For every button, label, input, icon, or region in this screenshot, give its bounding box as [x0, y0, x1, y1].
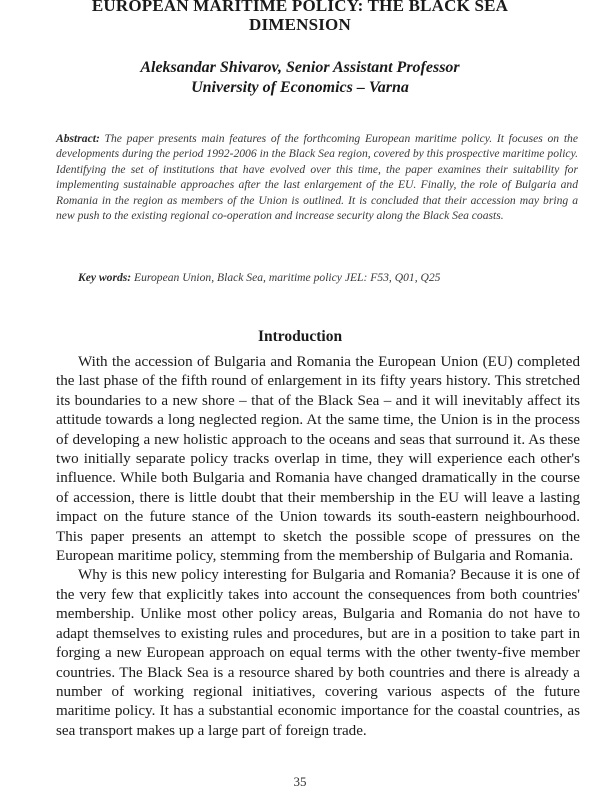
- keywords-label: Key words:: [78, 271, 132, 284]
- keywords-text: European Union, Black Sea, maritime policy JEL: F53, Q01, Q25: [131, 271, 441, 284]
- abstract: [56, 131, 578, 223]
- paper-title-line-2: DIMENSION: [249, 15, 351, 34]
- paper-title-line-1: EUROPEAN MARITIME POLICY: THE BLACK SEA: [91, 0, 509, 15]
- author-block: [0, 58, 600, 98]
- body-paragraph-1: With the accession of Bulgaria and Romania the European Union (EU) completed the last phase of the fifth round of enlargement in its fifty years history. This stretched its boundaries to a new shore – that of the Black Sea – and it will inevitably affect its attitude towards a long neglected region. At the same time, the Union is in the process of developing a new holistic approach to the oceans and seas that surround it. As these two initially separate policy tracks overlap in time, they will experience each other's influence. While both Bulgaria and Romania have changed dramatically in the course of accession, there is little doubt that their membership in the EU will leave a lasting impact on the future stance of the Union towards its south-eastern neighbourhood. This paper presents an attempt to sketch the possible scope of pressures on the European maritime policy, stemming from the membership of Bulgaria and Romania.: [56, 354, 580, 565]
- section-heading: Introduction: [257, 328, 343, 345]
- author-name: Aleksandar Shivarov, Senior Assistant Professor: [140, 59, 460, 76]
- abstract-label: Abstract:: [56, 132, 100, 145]
- body-paragraph-2: Why is this new policy interesting for Bulgaria and Romania? Because it is one of the very few that explicitly takes into account the consequences from both countries' membership. Unlike most other policy areas, Bulgaria and Romania do not have to adapt themselves to existing rules and procedures, but are in a position to take part in forging a new European approach on equal terms with the other twenty-five member countries. The Black Sea is a resource shared by both countries and there is already a number of working regional initiatives, covering various aspects of the future maritime policy. It has a substantial economic importance for the coastal countries, as sea transport makes up a large part of foreign trade.: [56, 567, 580, 739]
- page-number: 35: [293, 774, 307, 789]
- author-affiliation: University of Economics – Varna: [191, 79, 409, 96]
- section-body: [56, 353, 580, 741]
- keywords: [56, 270, 578, 285]
- paper-title: [0, 0, 600, 34]
- abstract-text: The paper presents main features of the forthcoming European maritime policy. It focuses on the developments during the period 1992-2006 in the Black Sea region, covered by this prospective maritime policy. Identifying the set of institutions that have evolved over this time, the paper examines their suitability for implementing sustainable approaches after the last enlargement of the EU. Finally, the role of Bulgaria and Romania in the region as members of the Union is outlined. It is concluded that their accession may bring a new push to the existing regional co-operation and increase security along the Black Sea coasts.: [56, 132, 578, 223]
